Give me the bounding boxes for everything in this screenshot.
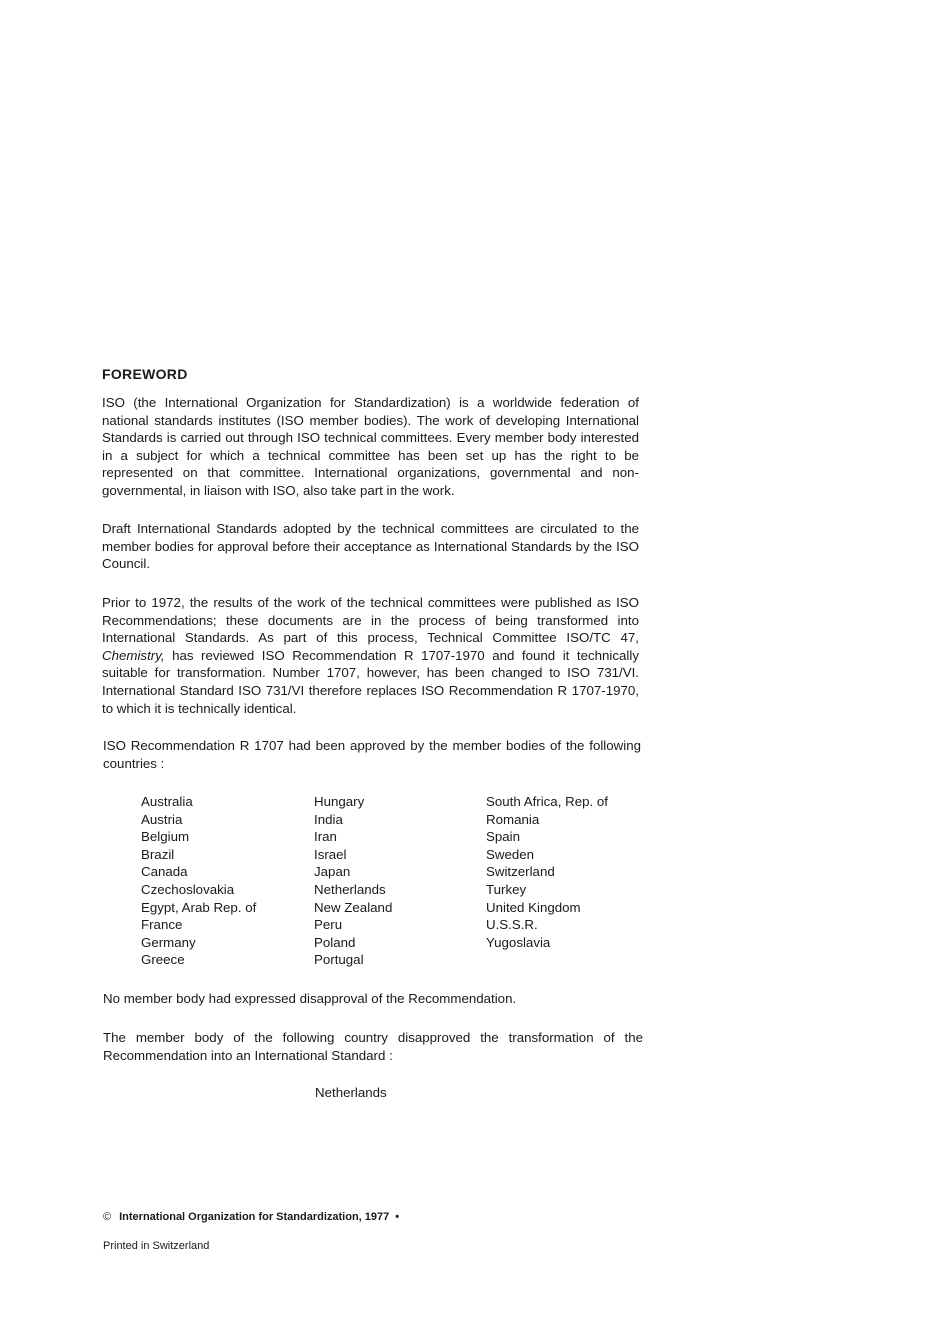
country-item: Peru: [314, 917, 343, 933]
bullet-icon: •: [395, 1211, 400, 1223]
country-item: Israel: [314, 846, 347, 862]
foreword-paragraph-2: Draft International Standards adopted by the technical committees are circulated to the member bodies for approval before their acceptance as International Standards by the ISO Council.: [102, 521, 639, 572]
country-item: Germany: [141, 934, 196, 950]
dissenting-country: Netherlands: [315, 1085, 387, 1100]
country-item: Australia: [141, 794, 193, 809]
country-item: Switzerland: [486, 864, 555, 880]
country-item: Hungary: [314, 794, 365, 809]
country-list-column-1: [141, 793, 256, 969]
country-item: Brazil: [141, 846, 175, 862]
country-item: U.S.S.R.: [486, 917, 538, 933]
country-item: New Zealand: [314, 899, 393, 915]
country-list-column-2: [314, 793, 392, 969]
copyright-symbol: ©: [103, 1211, 112, 1223]
foreword-heading: FOREWORD: [102, 366, 188, 382]
country-item: Egypt, Arab Rep. of: [141, 899, 257, 915]
country-item: Canada: [141, 864, 188, 880]
copyright-line: [103, 1211, 399, 1223]
paragraph-3-committee-title: Chemistry,: [102, 647, 165, 663]
foreword-paragraph-4: ISO Recommendation R 1707 had been approved by the member bodies of the following countries :: [103, 738, 641, 771]
country-item: Austria: [141, 811, 183, 827]
foreword-paragraph-1: ISO (the International Organization for Standardization) is a worldwide federation of national standards institutes (ISO member bodies). The work of developing International Standards is carried out through ISO technical committees. Every member body interested in a subject for which a technical committee has been set up has the right to be represented on that committee. International organizations, governmental and non-governmental, in liaison with ISO, also take part in the work.: [102, 395, 639, 498]
country-item: Romania: [486, 811, 540, 827]
country-item: Sweden: [486, 846, 535, 862]
country-item: Portugal: [314, 952, 364, 968]
country-item: Iran: [314, 829, 337, 845]
country-item: South Africa, Rep. of: [486, 794, 608, 809]
country-item: Netherlands: [314, 881, 386, 897]
country-item: Spain: [486, 829, 521, 845]
foreword-paragraph-3: [102, 594, 639, 717]
foreword-paragraph-5: No member body had expressed disapproval of the Recommendation.: [103, 991, 517, 1006]
country-item: Poland: [314, 934, 356, 950]
paragraph-3-text-start: Prior to 1972, the results of the work of the technical committees were published as ISO Recommendations; these documents are in the process of being transformed into International Standards. As part of this process, Technical Committee ISO/TC 47,: [102, 595, 639, 646]
country-list-column-3: [486, 793, 608, 951]
copyright-text: International Organization for Standardization, 1977: [119, 1211, 390, 1223]
country-item: India: [314, 811, 343, 827]
paragraph-3-text-end: has reviewed ISO Recommendation R 1707-1970 and found it technically suitable for transformation. Number 1707, however, has been changed to ISO 731/VI. International Standard ISO 731/VI therefore replaces ISO Recommendation R 1707-1970, to which it is technically identical.: [102, 647, 639, 716]
foreword-paragraph-6: The member body of the following country disapproved the transformation of the Recommendation into an International Standard :: [103, 1030, 643, 1063]
country-item: United Kingdom: [486, 899, 581, 915]
country-item: Yugoslavia: [486, 934, 551, 950]
country-item: Turkey: [486, 881, 527, 897]
country-item: Czechoslovakia: [141, 881, 235, 897]
country-item: France: [141, 917, 183, 933]
country-item: Japan: [314, 864, 351, 880]
country-item: Greece: [141, 952, 185, 968]
printed-location: Printed in Switzerland: [103, 1240, 210, 1252]
country-item: Belgium: [141, 829, 190, 845]
